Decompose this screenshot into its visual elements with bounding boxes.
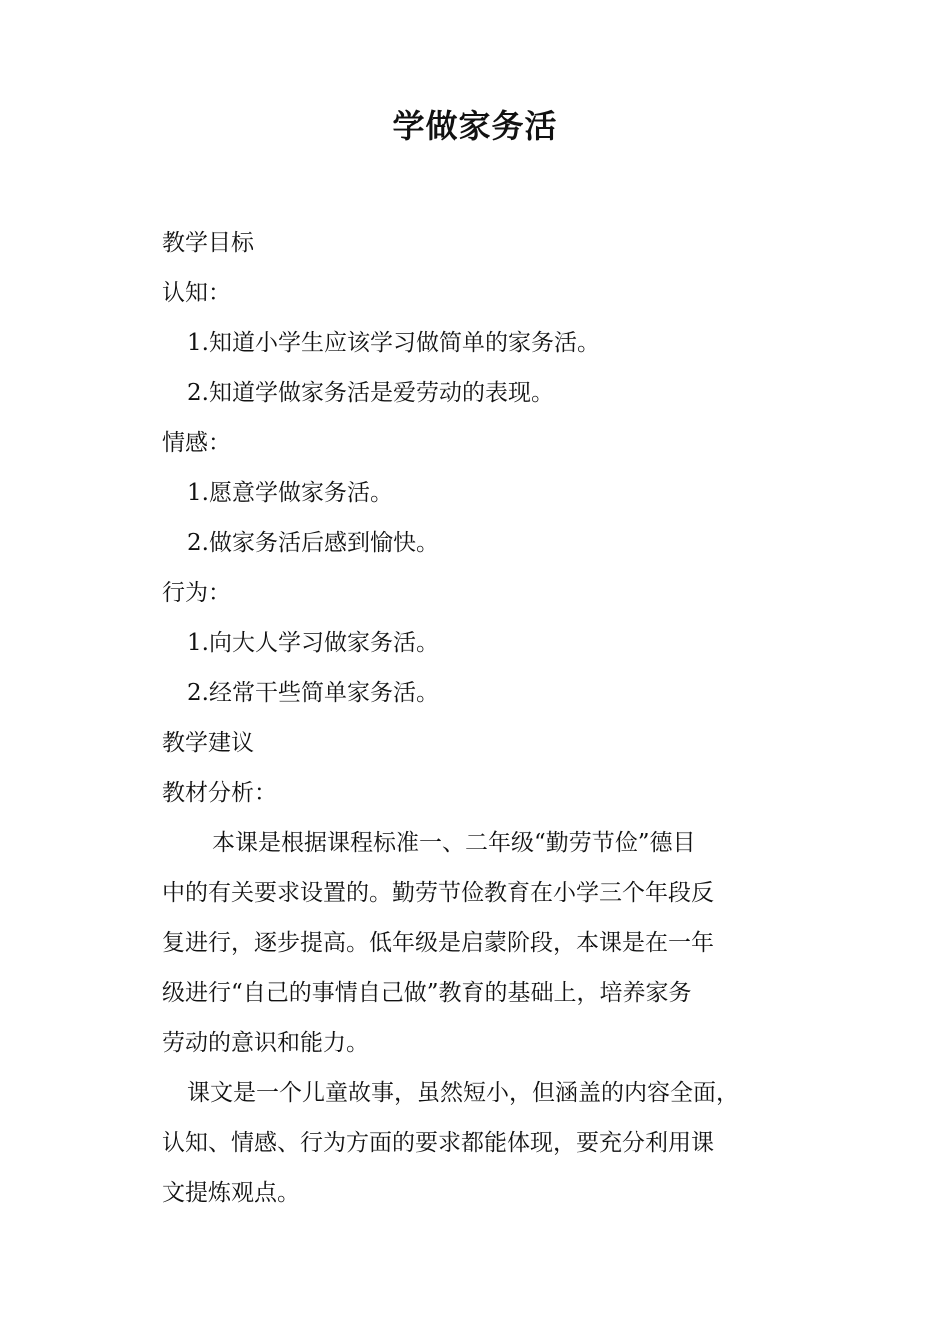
heading-teaching-goals: 教学目标 (162, 230, 254, 256)
paragraph-1-line-4: 级进行“自己的事情自己做”教育的基础上，培养家务 (162, 980, 692, 1006)
paragraph-1-line-2: 中的有关要求设置的。勤劳节俭教育在小学三个年段反 (162, 880, 714, 906)
emotion-item-1: 1.愿意学做家务活。 (187, 480, 393, 506)
paragraph-2-line-1: 课文是一个儿童故事，虽然短小，但涵盖的内容全面， (187, 1080, 739, 1106)
paragraph-2-line-2: 认知、情感、行为方面的要求都能体现，要充分利用课 (162, 1130, 714, 1156)
paragraph-1-line-5: 劳动的意识和能力。 (162, 1030, 369, 1056)
paragraph-1-line-1: 本课是根据课程标准一、二年级“勤劳节俭”德目 (212, 830, 696, 856)
emotion-item-2: 2.做家务活后感到愉快。 (187, 530, 439, 556)
behavior-label: 行为： (162, 580, 231, 606)
behavior-item-1: 1.向大人学习做家务活。 (187, 630, 439, 656)
cognition-item-2: 2.知道学做家务活是爱劳动的表现。 (187, 380, 554, 406)
document-title: 学做家务活 (392, 107, 558, 145)
heading-teaching-suggestions: 教学建议 (162, 730, 254, 756)
emotion-label: 情感： (162, 430, 231, 456)
analysis-label: 教材分析： (162, 780, 277, 806)
behavior-item-2: 2.经常干些简单家务活。 (187, 680, 439, 706)
paragraph-1-line-3: 复进行，逐步提高。低年级是启蒙阶段，本课是在一年 (162, 930, 714, 956)
paragraph-2-line-3: 文提炼观点。 (162, 1180, 300, 1206)
cognition-item-1: 1.知道小学生应该学习做简单的家务活。 (187, 330, 600, 356)
cognition-label: 认知： (162, 280, 231, 306)
